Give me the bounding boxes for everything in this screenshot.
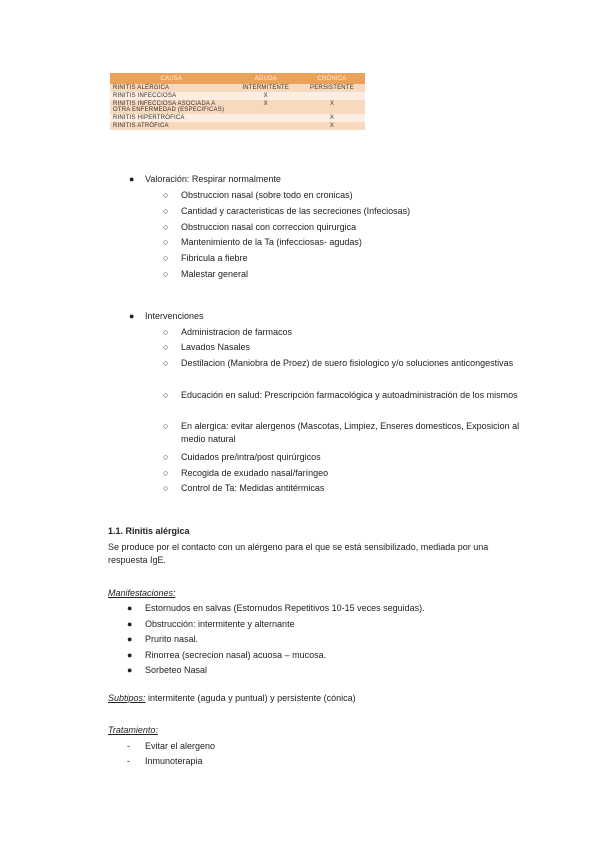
subtipos-text: intermitente (aguda y puntual) y persistente (cónica) <box>145 693 356 703</box>
table-cell: X <box>299 114 365 122</box>
list-item: Destilacion (Maniobra de Proez) de suero fisiologico y/o soluciones anticongestivas <box>181 358 514 368</box>
intervenciones-title: Intervenciones <box>145 311 204 321</box>
subtipos-label: Subtipos: <box>108 693 146 703</box>
bullet-dot-icon: ● <box>127 619 133 629</box>
list-item: Sorbeteo Nasal <box>145 665 208 675</box>
subtipos-line <box>108 692 356 705</box>
table-cell <box>299 92 365 100</box>
table-cell: RINITIS INFECCIOSA <box>110 92 233 100</box>
list-item: Evitar el alergeno <box>145 741 216 751</box>
bullet-dot-icon: ● <box>129 311 135 321</box>
list-item: Malestar general <box>181 269 249 279</box>
bullet-circle-icon: ○ <box>163 483 169 493</box>
table-row <box>110 100 365 114</box>
bullet-circle-icon: ○ <box>163 190 169 200</box>
section-heading: 1.1. Rinitis alérgica <box>108 526 190 536</box>
table-cell: INTERMITENTE <box>233 84 299 92</box>
bullet-circle-icon: ○ <box>163 342 169 352</box>
list-item: Cuidados pre/intra/post quirúrgicos <box>181 452 321 462</box>
list-item: Recogida de exudado nasal/faríngeo <box>181 468 329 478</box>
tratamiento-label: Tratamiento: <box>108 725 158 735</box>
table-cell: X <box>233 92 299 100</box>
list-item: Fibricula a fiebre <box>181 253 248 263</box>
table-cell: X <box>299 122 365 130</box>
bullet-circle-icon: ○ <box>163 327 169 337</box>
list-item: Lavados Nasales <box>181 342 251 352</box>
valoracion-title: Valoración: Respirar normalmente <box>145 174 281 184</box>
list-item: Estornudos en salvas (Estornudos Repetitivos 10-15 veces seguidas). <box>145 603 425 613</box>
bullet-circle-icon: ○ <box>163 237 169 247</box>
bullet-dot-icon: ● <box>127 665 133 675</box>
bullet-circle-icon: ○ <box>163 222 169 232</box>
list-item: Prurito nasal. <box>145 634 199 644</box>
table-header-causa: CAUSA <box>110 73 233 84</box>
table-header-cronica: CRÓNICA <box>299 73 365 84</box>
table-cell: RINITIS ATRÓFICA <box>110 122 233 130</box>
list-item: Obstruccion nasal (sobre todo en cronicas) <box>181 190 353 200</box>
table-cell: PERSISTENTE <box>299 84 365 92</box>
bullet-dot-icon: ● <box>129 174 135 184</box>
bullet-circle-icon: ○ <box>163 452 169 462</box>
section-intro: Se produce por el contacto con un alérgeno para el que se está sensibilizado, mediada por una respuesta IgE. <box>108 542 489 565</box>
bullet-dot-icon: ● <box>127 634 133 644</box>
rinitis-table <box>110 73 365 130</box>
table-cell: X <box>233 100 299 114</box>
list-item: Mantenimiento de la Ta (infecciosas- agudas) <box>181 237 362 247</box>
table-cell <box>233 114 299 122</box>
table-cell: RINITIS INFECCIOSA ASOCIADA A OTRA ENFERMEDAD (ESPECIFICAS) <box>110 100 233 114</box>
table-cell: RINITIS ALÉRGICA <box>110 84 233 92</box>
list-item: Control de Ta: Medidas antitérmicas <box>181 483 325 493</box>
bullet-circle-icon: ○ <box>163 358 169 368</box>
list-item: Educación en salud: Prescripción farmacológica y autoadministración de los mismos <box>181 390 518 400</box>
bullet-circle-icon: ○ <box>163 468 169 478</box>
table-row <box>110 114 365 122</box>
list-item: Cantidad y caracteristicas de las secreciones (Infeciosas) <box>181 206 411 216</box>
list-item: Obstrucción: intermitente y alternante <box>145 619 295 629</box>
table-cell: RINITIS HIPERTRÓFICA <box>110 114 233 122</box>
bullet-circle-icon: ○ <box>163 390 169 400</box>
list-item: Inmunoterapia <box>145 756 203 766</box>
table-cell: X <box>299 100 365 114</box>
list-item: Rinorrea (secrecion nasal) acuosa – mucosa. <box>145 650 327 660</box>
bullet-circle-icon: ○ <box>163 206 169 216</box>
list-item: Obstruccion nasal con correccion quirurgica <box>181 222 357 232</box>
bullet-circle-icon: ○ <box>163 253 169 263</box>
bullet-circle-icon: ○ <box>163 269 169 279</box>
manifestaciones-label: Manifestaciones: <box>108 588 176 598</box>
bullet-dash-icon: - <box>127 756 130 766</box>
table-cell <box>233 122 299 130</box>
bullet-dash-icon: - <box>127 741 130 751</box>
list-item: Administracion de farmacos <box>181 327 293 337</box>
table-header-aguda: AGUDA <box>233 73 299 84</box>
list-item: En alergica: evitar alergenos (Mascotas, Limpiez, Enseres domesticos, Exposicion al medio natural <box>181 421 520 444</box>
bullet-circle-icon: ○ <box>163 421 169 431</box>
bullet-dot-icon: ● <box>127 603 133 613</box>
table-row <box>110 84 365 92</box>
table-row <box>110 92 365 100</box>
table-row <box>110 122 365 130</box>
bullet-dot-icon: ● <box>127 650 133 660</box>
